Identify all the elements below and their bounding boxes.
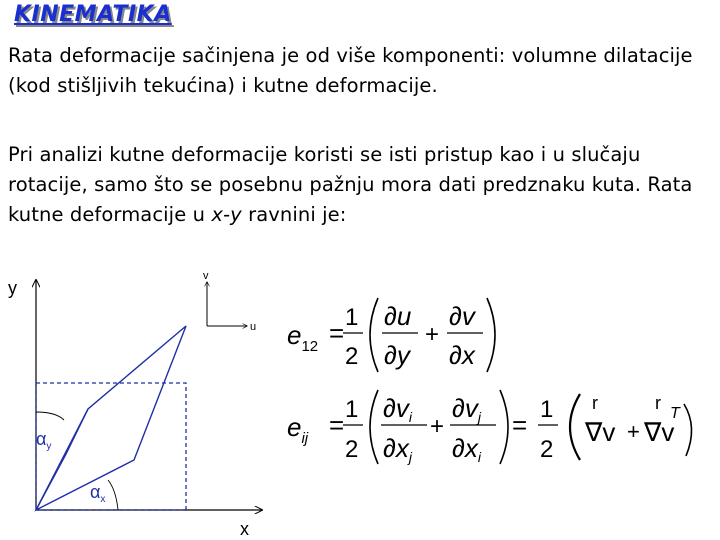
eq2-half-den2: 2 [540,436,554,463]
eq1-plus: + [425,321,440,348]
eq2-nabla1: ∇v [585,417,616,447]
eq2-vec-mark1: r [592,393,598,413]
eq1-half-num: 1 [345,304,359,331]
eq2-dx-j: ∂xj [383,433,412,465]
eq2-nabla2: ∇v [644,417,675,447]
eq2-equals: = [329,410,345,440]
eq1-du: ∂u [384,301,412,331]
eq2-big-right-paren [684,404,692,456]
y-axis-label: y [8,278,17,298]
eq2-half-den: 2 [345,436,359,463]
eq1-dy: ∂y [384,340,410,370]
eq2-plus2: + [627,419,640,444]
paragraph2-plane-label: x-y [211,203,242,226]
eq2-plus: + [430,413,445,440]
eq1-lhs: $e_{12}$ [287,320,319,355]
eq2-dx-i: ∂xi [452,433,481,465]
eq1-half-den: 2 [345,343,359,370]
paragraph2-text-start: Pri analizi kutne deformacije koristi se isti pristup kao i u slučaju rotacije, samo što se posebnu pažnju mora dati predznaku kuta. Rata kutne deformacije u [8,143,693,226]
u-axis-label: u [250,321,257,333]
eq2-half-num2: 1 [540,396,554,423]
x-axis-label: x [240,519,249,539]
eq2-big-left-paren [570,394,580,460]
alpha-x-label: $\alpha_x$ [90,482,106,505]
eq2-dv-i: ∂vi [383,393,412,425]
eq2-equals2: = [512,410,528,440]
eq2-transpose: T [670,405,680,422]
eq2-half-num: 1 [345,396,359,423]
eq2-left-paren [370,390,378,464]
paragraph-deformation-rate: Rata deformacije sačinjena je od više komponenti: volumne dilatacije (kod stišljivih tekućina) i kutne deformacije. [8,44,693,97]
paragraph2-text-end: ravnini je: [241,203,347,226]
eq1-dx: ∂x [449,340,475,370]
eq1-equals: = [329,318,345,348]
alpha-y-label: $\alpha_y$ [36,429,52,452]
eq2-lhs: $e_{ij}$ [287,412,309,447]
eq2-right-paren [500,390,508,464]
v-axis-label: v [203,270,209,282]
slide-title: KINEMATIKA [14,2,172,27]
eq1-dv: ∂v [449,301,475,331]
eq2-vec-mark2: r [655,393,661,413]
eq2-dv-j: ∂vj [452,393,481,425]
